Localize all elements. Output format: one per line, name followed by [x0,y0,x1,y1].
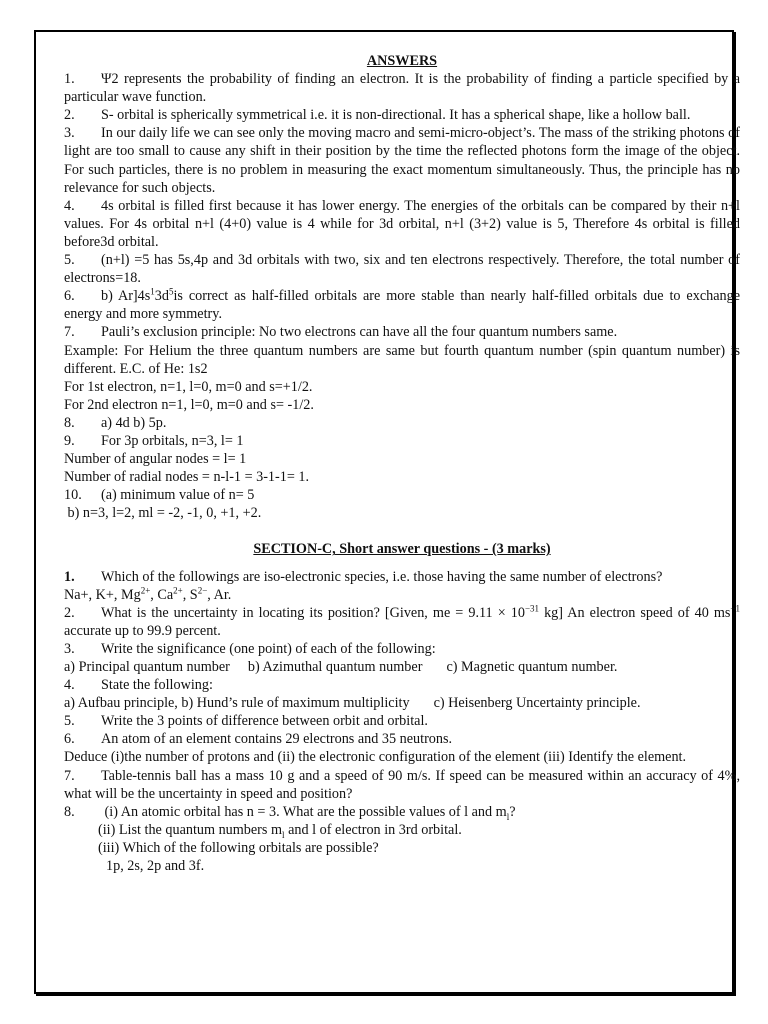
species-text: Na+, K+, Mg [64,586,141,603]
species-text: , S [182,586,198,603]
superscript: −31 [524,602,540,613]
answer-7 [64,323,740,341]
answer-8 [64,414,740,432]
question-8-options: 1p, 2s, 2p and 3f. [106,858,205,875]
spacer [64,559,740,568]
answer-number: 6. [64,288,75,305]
answer-text: (n+l) =5 has 5s,4p and 3d orbitals with two, six and ten electrons respectively. Therefore, the total number of electrons=18. [64,252,740,287]
answer-text: 3d [154,288,169,305]
page-border [34,30,740,994]
superscript: 2− [197,584,208,595]
question-text: Which of the followings are iso-electronic species, i.e. those having the same number of electrons? [101,568,663,585]
answer-4 [64,197,740,251]
question-text: What is the uncertainty in locating its position? [Given, me = 9.11 × 10 [101,604,525,621]
question-6 [64,730,740,748]
question-text: (i) An atomic orbital has n = 3. What are the possible values of l and m [104,803,507,820]
answer-text: Pauli’s exclusion principle: No two electrons can have all the four quantum numbers same. [101,324,618,341]
question-8-part-ii [64,821,740,839]
question-number: 6. [64,731,75,748]
superscript: −1 [730,602,740,613]
option-a: a) Aufbau principle, [64,695,178,712]
answer-number: 2. [64,107,75,124]
document-content [64,52,740,875]
answer-number: 7. [64,324,75,341]
question-number: 3. [64,640,75,657]
question-8 [64,803,740,821]
answer-6 [64,287,740,323]
option-b: b) Azimuthal quantum number [247,659,423,675]
question-1-species [64,586,740,604]
answer-text: For 3p orbitals, n=3, l= 1 [101,432,244,449]
question-number: 7. [64,767,75,784]
answers-heading: ANSWERS [366,53,438,69]
question-text: kg] An electron speed of 40 ms [539,604,731,621]
answer-text: Ψ2 represents the probability of finding an electron. It is the probability of finding a particle specified by a particular wave function. [64,71,740,106]
question-number: 4. [64,677,75,694]
option-a: a) Principal quantum number [64,659,230,675]
question-1 [64,568,740,586]
question-text: ? [509,803,516,820]
question-8-part-iii: (iii) Which of the following orbitals are possible? [98,839,379,856]
option-c: c) Magnetic quantum number. [446,659,618,675]
answer-3 [64,124,740,196]
answer-number: 8. [64,414,75,431]
question-number: 1. [64,568,75,585]
superscript: 5 [168,286,174,297]
species-text: , Ar. [207,586,232,603]
answer-number: 3. [64,125,75,142]
spacer [64,522,740,540]
question-number: 2. [64,604,75,621]
answer-7-example: Example: For Helium the three quantum numbers are same but fourth quantum number (spin quantum number) is different. E.C. of He: 1s2 [64,342,740,377]
answer-5 [64,251,740,287]
option-c: c) Heisenberg Uncertainty principle. [433,695,641,712]
question-text: Table-tennis ball has a mass 10 g and a speed of 90 m/s. If speed can be measured within an accuracy of 4%, what will be the uncertainty in speed and position? [64,767,740,802]
answer-number: 10. [64,487,82,504]
question-3-options [64,658,740,676]
question-4-options [64,694,740,712]
option-b: b) Hund’s rule of maximum multiplicity [181,695,410,712]
answer-text: is correct as half-filled orbitals are more stable than nearly half-filled orbitals due to exchange energy and more symmetry. [64,288,740,323]
superscript: 1 [150,286,155,297]
answer-2 [64,106,740,124]
question-text: State the following: [101,677,213,694]
subscript: l [282,829,285,840]
question-text: Write the significance (one point) of each of the following: [101,640,436,657]
answer-number: 5. [64,252,75,269]
answer-number: 4. [64,197,75,214]
question-text: accurate up to 99.9 percent. [64,622,221,639]
answer-text: 4s orbital is filled first because it has lower energy. The energies of the orbitals can be compared by their n+l values. For 4s orbital n+l (4+0) value is 4 while for 3d orbital, n+l (3+2) value is 5, Therefore 4s orbital is filled before3d orbital. [64,197,740,250]
question-number: 5. [64,713,75,730]
superscript: 2+ [140,584,151,595]
question-2 [64,604,740,640]
answer-7-line: For 2nd electron n=1, l=0, m=0 and s= -1/2. [64,396,314,413]
section-c-heading: SECTION-C, Short answer questions - (3 marks) [253,541,551,558]
answer-1 [64,70,740,106]
question-3 [64,640,740,658]
answer-number: 9. [64,432,75,449]
answer-text: b) Ar]4s [101,288,151,305]
question-text: (ii) List the quantum numbers m [98,821,283,838]
answer-9-line: Number of radial nodes = n-l-1 = 3-1-1= 1. [64,469,310,486]
answer-text: a) 4d b) 5p. [101,414,167,431]
question-number: 8. [64,803,75,820]
question-7 [64,767,740,803]
answer-number: 1. [64,71,75,88]
answer-text: S- orbital is spherically symmetrical i.e. it is non-directional. It has a spherical shape, like a hollow ball. [101,107,691,124]
question-6-line: Deduce (i)the number of protons and (ii) the electronic configuration of the element (iii) Identify the element. [64,749,687,766]
answer-9-line: Number of angular nodes = l= 1 [64,451,247,468]
question-text: and l of electron in 3rd orbital. [284,821,462,838]
question-text: An atom of an element contains 29 electrons and 35 neutrons. [101,731,453,748]
question-5 [64,712,740,730]
answer-text: (a) minimum value of n= 5 [101,487,255,504]
question-text: Write the 3 points of difference between orbit and orbital. [101,713,428,730]
answer-7-line: For 1st electron, n=1, l=0, m=0 and s=+1/2. [64,378,313,395]
species-text: , Ca [150,586,174,603]
question-4 [64,676,740,694]
answer-text: In our daily life we can see only the moving macro and semi-micro-object’s. The mass of the striking photons of light are too small to cause any shift in their position by the time the reflected photons form the image of the object. For such particles, there is no problem in measuring the exact momentum simultaneously. Thus, the principle has no relevance for such objects. [64,125,740,196]
answer-10 [64,486,740,504]
subscript: l [506,811,510,822]
answer-9 [64,432,740,450]
superscript: 2+ [173,584,183,595]
answer-10-line: b) n=3, l=2, ml = -2, -1, 0, +1, +2. [64,505,262,522]
